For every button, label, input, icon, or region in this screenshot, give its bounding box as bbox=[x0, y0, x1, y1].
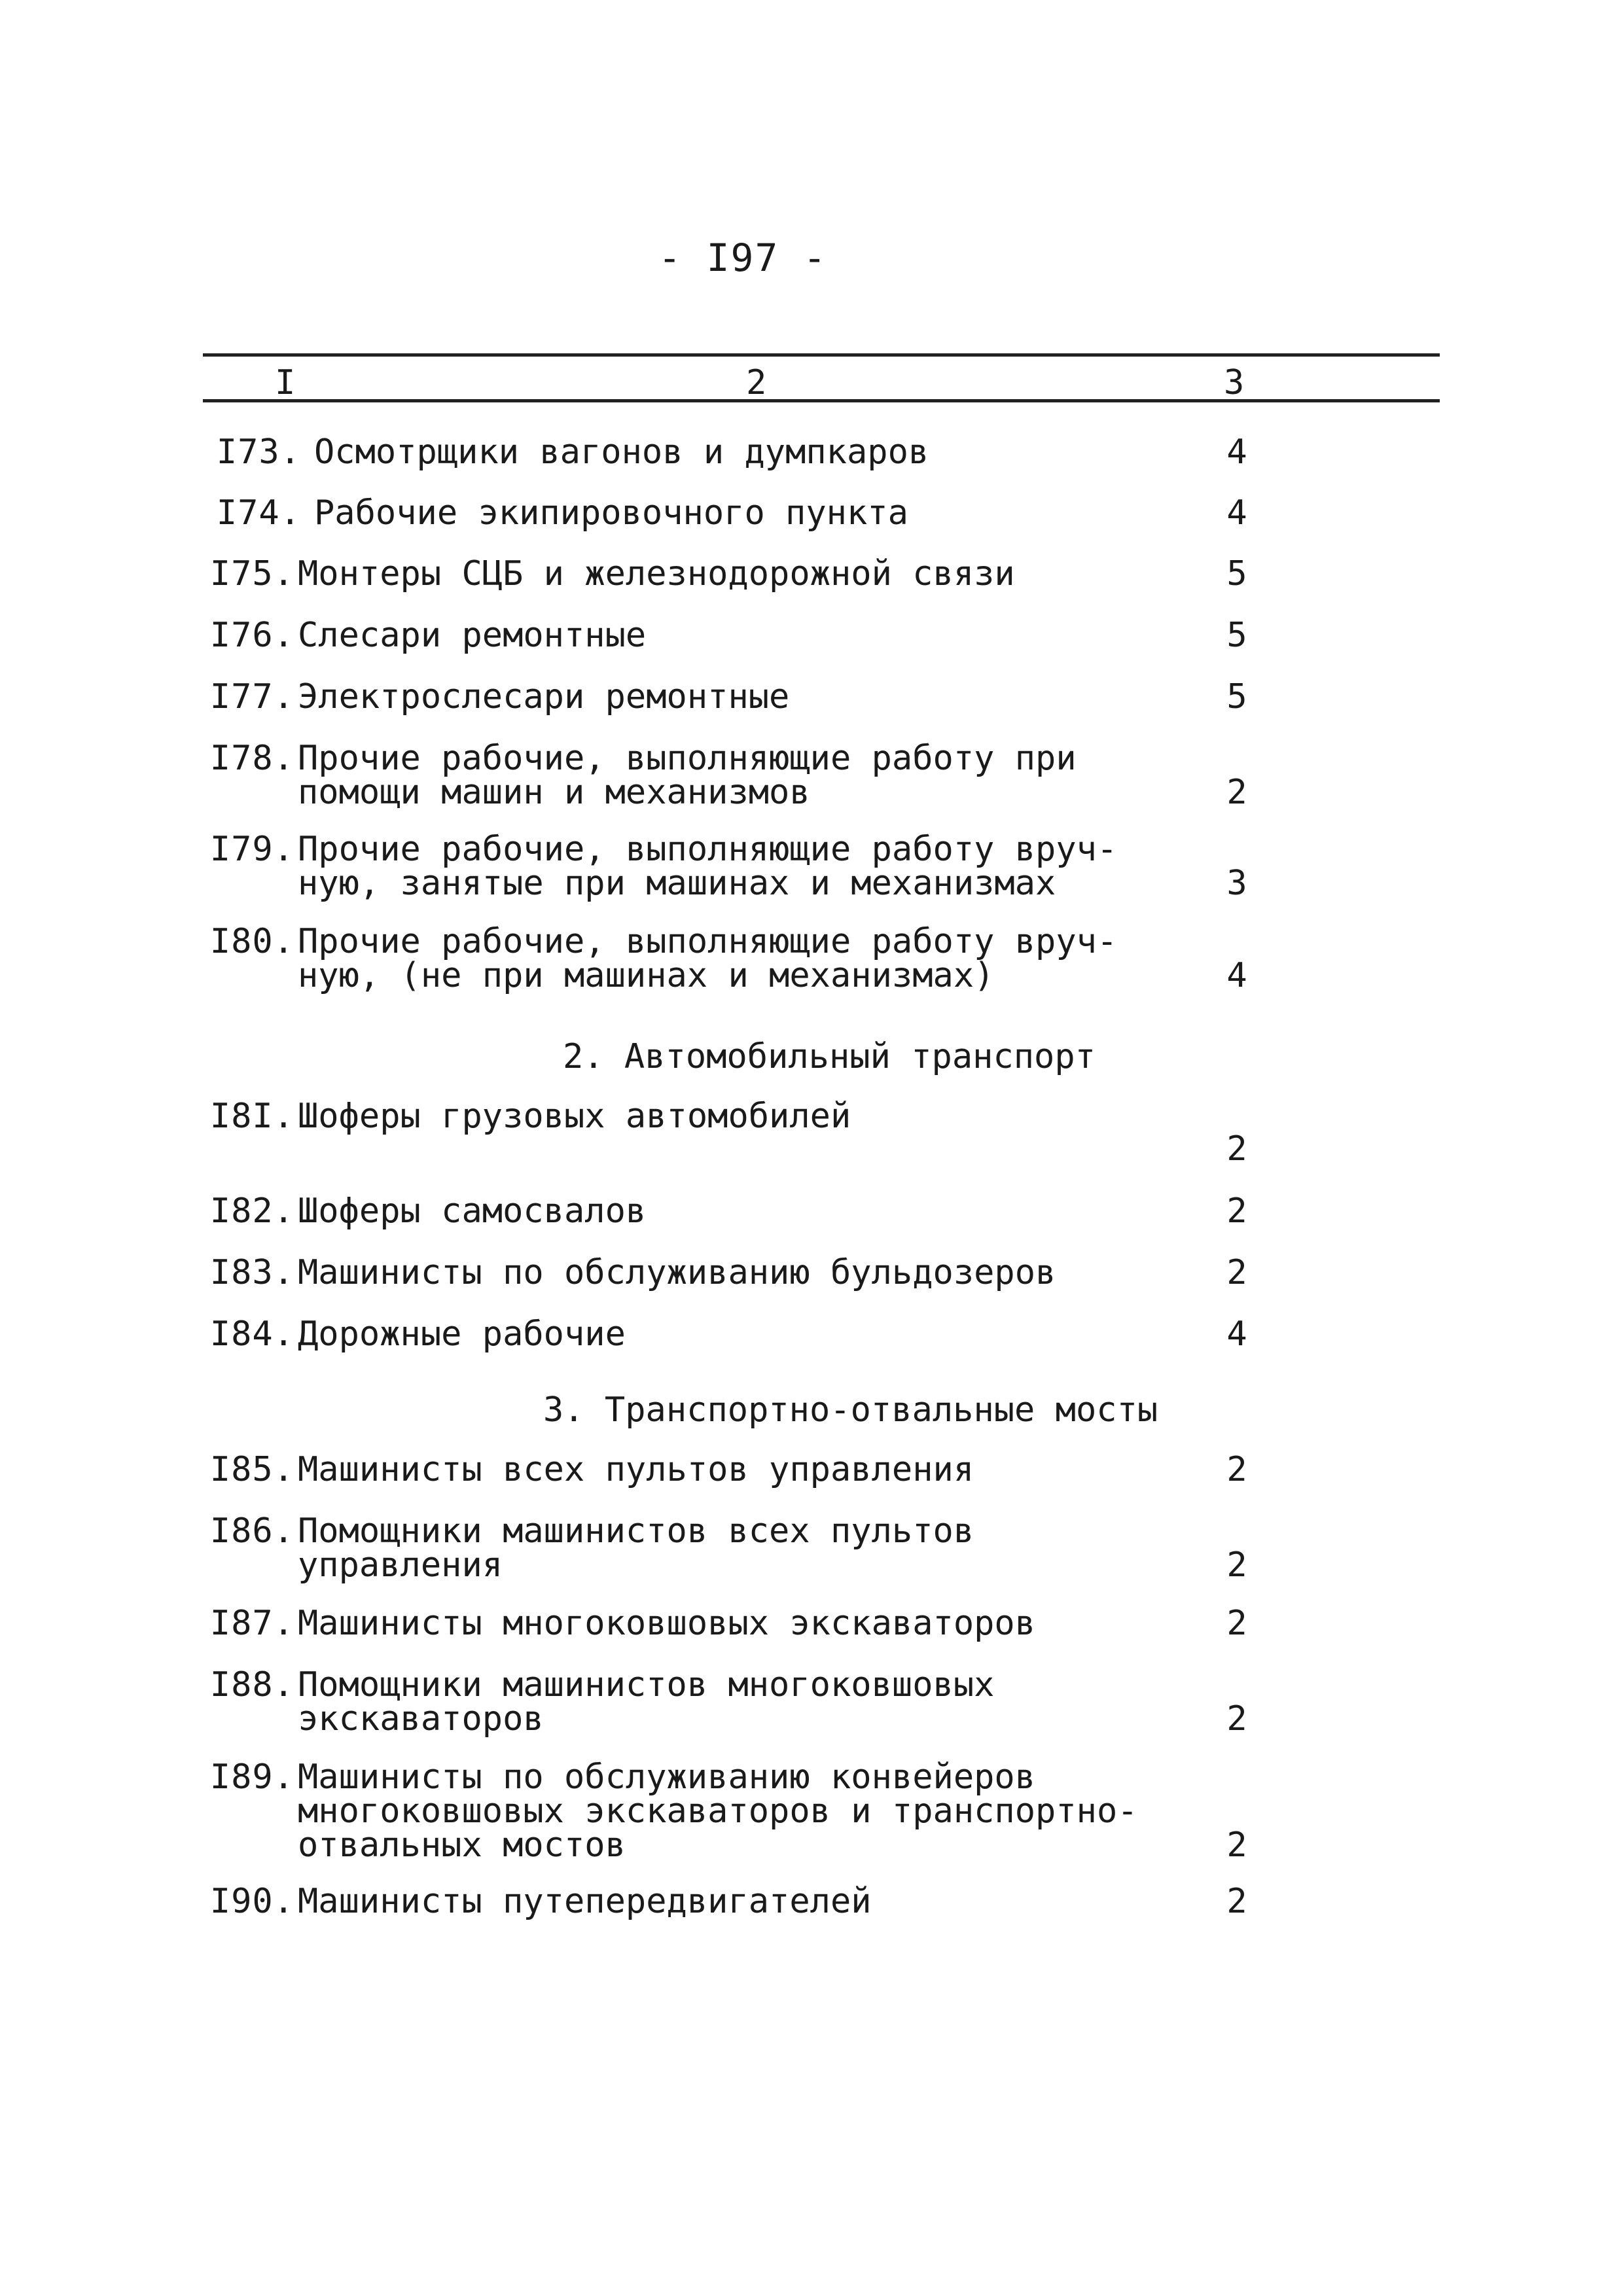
page-number: - I97 - bbox=[658, 236, 828, 280]
row-value: 4 bbox=[1226, 493, 1247, 533]
row-text: Машинисты всех пультов управления bbox=[298, 1450, 974, 1489]
row-text: Электрослесари ремонтные bbox=[298, 677, 790, 716]
row-number: I85. bbox=[209, 1450, 294, 1489]
row-number: I74. bbox=[216, 493, 301, 533]
row-text: Осмотрщики вагонов и думпкаров bbox=[314, 433, 929, 472]
row-number: I87. bbox=[209, 1604, 294, 1643]
row-text: Помощники машинистов многоковшовых экскаваторов bbox=[298, 1665, 995, 1739]
row-text: Машинисты по обслуживанию бульдозеров bbox=[298, 1253, 1056, 1292]
row-value: 4 bbox=[1226, 1315, 1247, 1354]
row-number: I84. bbox=[209, 1315, 294, 1354]
row-number: I90. bbox=[209, 1882, 294, 1921]
row-value: 2 bbox=[1226, 1699, 1247, 1739]
row-text: Прочие рабочие, выполняющие работу вруч- ную, занятые при машинах и механизмах bbox=[298, 830, 1118, 903]
row-value: 4 bbox=[1226, 956, 1247, 995]
row-value: 2 bbox=[1226, 1253, 1247, 1292]
row-text: Машинисты по обслуживанию конвейеров многоковшовых экскаваторов и транспортно- отвальных мостов bbox=[298, 1757, 1138, 1865]
row-number: I76. bbox=[209, 616, 294, 655]
row-value: 2 bbox=[1226, 1604, 1247, 1643]
row-value: 2 bbox=[1226, 1192, 1247, 1231]
row-number: I86. bbox=[209, 1511, 294, 1551]
row-number: I83. bbox=[209, 1253, 294, 1292]
table-top-rule bbox=[203, 353, 1440, 357]
row-value: 2 bbox=[1226, 1826, 1247, 1865]
row-text: Рабочие экипировочного пункта bbox=[314, 493, 908, 533]
row-text: Слесари ремонтные bbox=[298, 616, 647, 655]
row-number: I82. bbox=[209, 1192, 294, 1231]
row-value: 2 bbox=[1226, 773, 1247, 812]
row-value: 5 bbox=[1226, 616, 1247, 655]
row-value: 2 bbox=[1226, 1450, 1247, 1489]
column-header-3: 3 bbox=[1224, 363, 1245, 402]
row-text: Дорожные рабочие bbox=[298, 1315, 626, 1354]
row-number: I88. bbox=[209, 1665, 294, 1704]
row-text: Шоферы самосвалов bbox=[298, 1192, 647, 1231]
row-value: 3 bbox=[1226, 864, 1247, 903]
row-value: 5 bbox=[1226, 677, 1247, 716]
row-value: 5 bbox=[1226, 554, 1247, 593]
row-value: 2 bbox=[1226, 1129, 1247, 1169]
row-number: I73. bbox=[216, 433, 301, 472]
row-text: Машинисты путепередвигателей bbox=[298, 1882, 872, 1921]
row-number: I78. bbox=[209, 739, 294, 778]
row-text: Шоферы грузовых автомобилей bbox=[298, 1097, 851, 1136]
row-number: I75. bbox=[209, 554, 294, 593]
row-number: I89. bbox=[209, 1757, 294, 1797]
row-text: Прочие рабочие, выполняющие работу при помощи машин и механизмов bbox=[298, 739, 1077, 812]
row-number: I79. bbox=[209, 830, 294, 869]
table-header-rule bbox=[203, 399, 1440, 402]
column-header-1: I bbox=[275, 363, 296, 402]
row-number: I77. bbox=[209, 677, 294, 716]
row-number: I8I. bbox=[209, 1097, 294, 1136]
row-value: 4 bbox=[1226, 433, 1247, 472]
column-header-2: 2 bbox=[746, 363, 767, 402]
row-value: 2 bbox=[1226, 1545, 1247, 1585]
row-value: 2 bbox=[1226, 1882, 1247, 1921]
row-text: Машинисты многоковшовых экскаваторов bbox=[298, 1604, 1036, 1643]
row-number: I80. bbox=[209, 922, 294, 961]
row-text: Помощники машинистов всех пультов управления bbox=[298, 1511, 974, 1585]
row-text: Прочие рабочие, выполняющие работу вруч- ную, (не при машинах и механизмах) bbox=[298, 922, 1118, 995]
row-text: Монтеры СЦБ и железнодорожной связи bbox=[298, 554, 1015, 593]
